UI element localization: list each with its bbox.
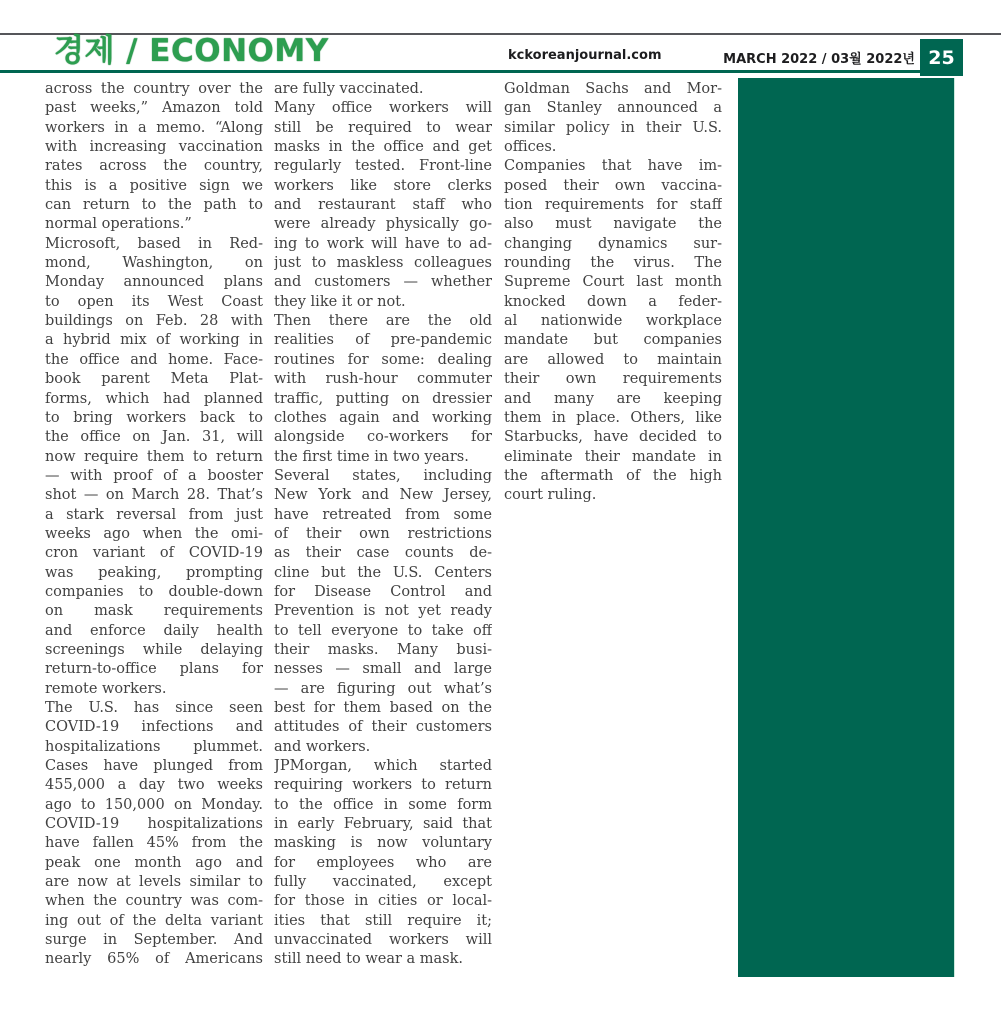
text-line: on mask requirements: [45, 603, 263, 620]
text-line: are now at levels similar to: [45, 874, 263, 891]
text-line: Goldman Sachs and Mor-: [504, 81, 722, 97]
article-column-3: [504, 80, 722, 506]
text-line: JPMorgan, which started: [274, 758, 492, 775]
text-line: now require them to return: [45, 448, 263, 465]
text-line: gan Stanley announced a: [504, 100, 722, 117]
text-line: rounding the virus. The: [504, 255, 722, 272]
text-line: with increasing vaccination: [45, 139, 263, 156]
text-line: Cases have plunged from: [45, 758, 263, 775]
text-line: their masks. Many busi-: [274, 641, 492, 658]
text-line: 455,000 a day two weeks: [45, 777, 263, 794]
text-line: COVID-19 infections and: [45, 719, 263, 736]
text-line: attitudes of their customers: [274, 719, 492, 736]
text-line: al nationwide workplace: [504, 313, 722, 330]
text-line: of their own restrictions: [274, 525, 492, 542]
paragraph: [45, 235, 263, 699]
text-line: routines for some: dealing: [274, 351, 492, 368]
paragraph: [45, 699, 263, 970]
text-line: the aftermath of the high: [504, 467, 722, 484]
text-line: when the country was com-: [45, 893, 263, 910]
text-line: regularly tested. Front-line: [274, 158, 492, 175]
text-line: buildings on Feb. 28 with: [45, 313, 263, 330]
text-line: the office on Jan. 31, will: [45, 429, 263, 446]
paragraph: [274, 99, 492, 312]
text-line: Monday announced plans: [45, 274, 263, 291]
section-title: 경제 / ECONOMY: [54, 33, 329, 69]
text-line: screenings while delaying: [45, 641, 263, 658]
text-line: forms, which had planned: [45, 390, 263, 407]
text-line: rates across the country,: [45, 158, 263, 175]
text-line: are allowed to maintain: [504, 351, 722, 368]
text-line: peak one month ago and: [45, 854, 263, 871]
text-line: The U.S. has since seen: [45, 700, 263, 716]
text-line: ities that still require it;: [274, 912, 492, 929]
text-line: nearly 65% of Americans: [45, 951, 263, 968]
text-line: for Disease Control and: [274, 583, 492, 600]
text-line: and enforce daily health: [45, 622, 263, 639]
text-line: requiring workers to return: [274, 777, 492, 794]
text-line: cline but the U.S. Centers: [274, 564, 492, 581]
website-url: kckoreanjournal.com: [508, 48, 662, 63]
text-line: and many are keeping: [504, 390, 722, 407]
text-line: alongside co-workers for: [274, 429, 492, 446]
text-line: offices.: [504, 139, 557, 156]
text-line: mandate but companies: [504, 332, 722, 349]
text-line: nesses — small and large: [274, 661, 492, 678]
text-line: eliminate their mandate in: [504, 448, 722, 465]
text-line: to the office in some form: [274, 796, 492, 813]
text-line: hospitalizations plummet.: [45, 738, 263, 755]
text-line: can return to the path to: [45, 197, 263, 214]
text-line: normal operations.”: [45, 216, 192, 233]
paragraph: [504, 80, 722, 157]
text-line: changing dynamics sur-: [504, 235, 722, 252]
text-line: Then there are the old: [274, 313, 492, 330]
text-line: Several states, including: [274, 467, 492, 484]
text-line: — are figuring out what’s: [274, 680, 492, 697]
text-line: a hybrid mix of working in: [45, 332, 263, 349]
paragraph: [274, 467, 492, 757]
text-line: ago to 150,000 on Monday.: [45, 796, 263, 813]
text-line: them in place. Others, like: [504, 409, 722, 426]
text-line: Companies that have im-: [504, 158, 722, 175]
paragraph: [45, 80, 263, 235]
text-line: they like it or not.: [274, 293, 406, 310]
paragraph: [274, 757, 492, 970]
text-line: for employees who are: [274, 854, 492, 871]
article-column-1: [45, 80, 263, 970]
text-line: mond, Washington, on: [45, 255, 263, 272]
text-line: have retreated from some: [274, 506, 492, 523]
text-line: realities of pre-pandemic: [274, 332, 492, 349]
text-line: just to maskless colleagues: [274, 255, 492, 272]
text-line: workers in a memo. “Along: [45, 119, 263, 136]
text-line: posed their own vaccina-: [504, 177, 722, 194]
text-line: masking is now voluntary: [274, 835, 492, 852]
text-line: and workers.: [274, 738, 371, 755]
text-line: past weeks,” Amazon told: [45, 100, 263, 117]
paragraph: [504, 157, 722, 505]
text-line: are fully vaccinated.: [274, 81, 424, 97]
text-line: best for them based on the: [274, 700, 492, 716]
text-line: in early February, said that: [274, 816, 492, 833]
text-line: clothes again and working: [274, 409, 492, 426]
text-line: traffic, putting on dressier: [274, 390, 492, 407]
paragraph: [274, 312, 492, 467]
text-line: COVID-19 hospitalizations: [45, 816, 263, 833]
text-line: ing to work will have to ad-: [274, 235, 492, 252]
text-line: unvaccinated workers will: [274, 932, 492, 949]
text-line: with rush-hour commuter: [274, 371, 492, 388]
text-line: for those in cities or local-: [274, 893, 492, 910]
text-line: and customers — whether: [274, 274, 492, 291]
text-line: this is a positive sign we: [45, 177, 263, 194]
text-line: knocked down a feder-: [504, 293, 722, 310]
text-line: Many office workers will: [274, 100, 492, 117]
page-number: 25: [928, 46, 955, 69]
text-line: masks in the office and get: [274, 139, 492, 156]
text-line: fully vaccinated, except: [274, 874, 492, 891]
text-line: Microsoft, based in Red-: [45, 235, 263, 252]
text-line: Prevention is not yet ready: [274, 603, 492, 620]
text-line: tion requirements for staff: [504, 197, 722, 214]
text-line: their own requirements: [504, 371, 722, 388]
text-line: the office and home. Face-: [45, 351, 263, 368]
text-line: ing out of the delta variant: [45, 912, 263, 929]
text-line: a stark reversal from just: [45, 506, 263, 523]
text-line: also must navigate the: [504, 216, 722, 233]
text-line: Supreme Court last month: [504, 274, 722, 291]
text-line: New York and New Jersey,: [274, 487, 492, 504]
text-line: Starbucks, have decided to: [504, 429, 722, 446]
text-line: cron variant of COVID-19: [45, 545, 263, 562]
text-line: companies to double-down: [45, 583, 263, 600]
text-line: the first time in two years.: [274, 448, 469, 465]
text-line: and restaurant staff who: [274, 197, 492, 214]
text-line: to tell everyone to take off: [274, 622, 492, 639]
text-line: were already physically go-: [274, 216, 492, 233]
issue-date: MARCH 2022 / 03월 2022년: [723, 52, 915, 67]
text-line: to open its West Coast: [45, 293, 263, 310]
text-line: surge in September. And: [45, 932, 263, 949]
text-line: — with proof of a booster: [45, 467, 263, 484]
text-line: still need to wear a mask.: [274, 951, 464, 968]
text-line: as their case counts de-: [274, 545, 492, 562]
text-line: shot — on March 28. That’s: [45, 487, 263, 504]
text-line: weeks ago when the omi-: [45, 525, 263, 542]
article-column-2: [274, 80, 492, 970]
text-line: book parent Meta Plat-: [45, 371, 263, 388]
text-line: to bring workers back to: [45, 409, 263, 426]
text-line: still be required to wear: [274, 119, 492, 136]
green-image-panel: [738, 78, 955, 977]
text-line: have fallen 45% from the: [45, 835, 263, 852]
text-line: across the country over the: [45, 81, 263, 97]
paragraph: [274, 80, 492, 99]
header-rule: [0, 70, 963, 73]
text-line: court ruling.: [504, 487, 597, 504]
text-line: similar policy in their U.S.: [504, 119, 722, 136]
text-line: was peaking, prompting: [45, 564, 263, 581]
text-line: remote workers.: [45, 680, 167, 697]
text-line: workers like store clerks: [274, 177, 492, 194]
text-line: return-to-office plans for: [45, 661, 263, 678]
